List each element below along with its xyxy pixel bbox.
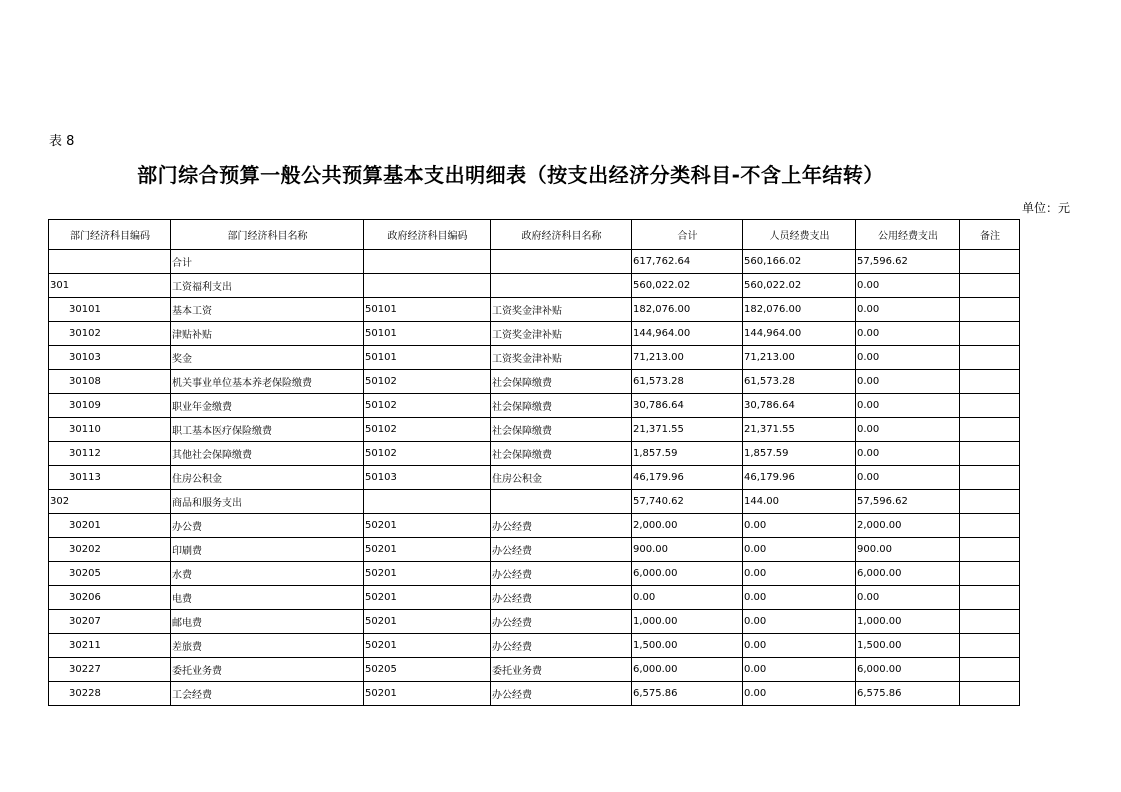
cell-gov-name: 工资奖金津补贴 bbox=[491, 346, 632, 370]
cell-personnel: 0.00 bbox=[743, 514, 856, 538]
cell-personnel: 144.00 bbox=[743, 490, 856, 514]
cell-gov-name bbox=[491, 490, 632, 514]
cell-gov-code bbox=[364, 490, 491, 514]
cell-dept-name: 基本工资 bbox=[171, 298, 364, 322]
cell-remarks bbox=[960, 418, 1020, 442]
table-row bbox=[49, 274, 1020, 298]
cell-dept-code: 30110 bbox=[49, 418, 171, 442]
cell-public: 0.00 bbox=[856, 322, 960, 346]
cell-gov-name: 办公经费 bbox=[491, 538, 632, 562]
cell-remarks bbox=[960, 562, 1020, 586]
cell-total: 21,371.55 bbox=[632, 418, 743, 442]
cell-gov-name: 工资奖金津补贴 bbox=[491, 298, 632, 322]
table-row bbox=[49, 538, 1020, 562]
cell-personnel: 71,213.00 bbox=[743, 346, 856, 370]
cell-public: 6,000.00 bbox=[856, 658, 960, 682]
cell-dept-name: 商品和服务支出 bbox=[171, 490, 364, 514]
cell-public: 6,575.86 bbox=[856, 682, 960, 706]
cell-personnel: 21,371.55 bbox=[743, 418, 856, 442]
table-row bbox=[49, 658, 1020, 682]
cell-total: 6,000.00 bbox=[632, 562, 743, 586]
cell-gov-code: 50201 bbox=[364, 634, 491, 658]
cell-personnel: 0.00 bbox=[743, 586, 856, 610]
cell-personnel: 30,786.64 bbox=[743, 394, 856, 418]
cell-total: 46,179.96 bbox=[632, 466, 743, 490]
cell-gov-name: 住房公积金 bbox=[491, 466, 632, 490]
cell-gov-code: 50101 bbox=[364, 346, 491, 370]
cell-public: 1,000.00 bbox=[856, 610, 960, 634]
cell-remarks bbox=[960, 250, 1020, 274]
cell-remarks bbox=[960, 322, 1020, 346]
cell-total: 144,964.00 bbox=[632, 322, 743, 346]
cell-dept-name: 其他社会保障缴费 bbox=[171, 442, 364, 466]
cell-personnel: 1,857.59 bbox=[743, 442, 856, 466]
cell-dept-code: 30228 bbox=[49, 682, 171, 706]
cell-dept-code: 30202 bbox=[49, 538, 171, 562]
cell-dept-code: 301 bbox=[49, 274, 171, 298]
header-dept-name: 部门经济科目名称 bbox=[171, 220, 364, 250]
table-row bbox=[49, 346, 1020, 370]
cell-personnel: 0.00 bbox=[743, 562, 856, 586]
budget-table bbox=[48, 219, 1020, 706]
cell-dept-name: 差旅费 bbox=[171, 634, 364, 658]
cell-dept-code: 30113 bbox=[49, 466, 171, 490]
cell-remarks bbox=[960, 394, 1020, 418]
cell-gov-code: 50201 bbox=[364, 610, 491, 634]
cell-gov-name: 社会保障缴费 bbox=[491, 370, 632, 394]
cell-personnel: 0.00 bbox=[743, 682, 856, 706]
cell-gov-name: 委托业务费 bbox=[491, 658, 632, 682]
cell-gov-code: 50201 bbox=[364, 514, 491, 538]
cell-public: 1,500.00 bbox=[856, 634, 960, 658]
cell-dept-name: 津贴补贴 bbox=[171, 322, 364, 346]
cell-dept-name: 工会经费 bbox=[171, 682, 364, 706]
cell-gov-code: 50102 bbox=[364, 442, 491, 466]
cell-total: 900.00 bbox=[632, 538, 743, 562]
table-body bbox=[49, 250, 1020, 706]
cell-gov-name bbox=[491, 274, 632, 298]
cell-gov-code: 50201 bbox=[364, 682, 491, 706]
cell-remarks bbox=[960, 586, 1020, 610]
cell-personnel: 560,022.02 bbox=[743, 274, 856, 298]
cell-personnel: 0.00 bbox=[743, 610, 856, 634]
cell-dept-name: 合计 bbox=[171, 250, 364, 274]
cell-remarks bbox=[960, 370, 1020, 394]
cell-gov-code: 50102 bbox=[364, 394, 491, 418]
cell-remarks bbox=[960, 298, 1020, 322]
cell-dept-name: 工资福利支出 bbox=[171, 274, 364, 298]
cell-dept-code: 30101 bbox=[49, 298, 171, 322]
table-row bbox=[49, 298, 1020, 322]
cell-total: 0.00 bbox=[632, 586, 743, 610]
cell-dept-name: 职业年金缴费 bbox=[171, 394, 364, 418]
cell-dept-name: 办公费 bbox=[171, 514, 364, 538]
cell-total: 6,575.86 bbox=[632, 682, 743, 706]
cell-dept-code: 302 bbox=[49, 490, 171, 514]
cell-public: 6,000.00 bbox=[856, 562, 960, 586]
cell-dept-name: 职工基本医疗保险缴费 bbox=[171, 418, 364, 442]
cell-public: 2,000.00 bbox=[856, 514, 960, 538]
cell-gov-code bbox=[364, 274, 491, 298]
cell-dept-code: 30227 bbox=[49, 658, 171, 682]
cell-public: 0.00 bbox=[856, 346, 960, 370]
cell-public: 57,596.62 bbox=[856, 490, 960, 514]
cell-remarks bbox=[960, 346, 1020, 370]
cell-dept-code: 30201 bbox=[49, 514, 171, 538]
cell-gov-code: 50201 bbox=[364, 586, 491, 610]
cell-total: 1,000.00 bbox=[632, 610, 743, 634]
cell-public: 0.00 bbox=[856, 394, 960, 418]
cell-personnel: 0.00 bbox=[743, 634, 856, 658]
cell-personnel: 61,573.28 bbox=[743, 370, 856, 394]
cell-dept-code: 30206 bbox=[49, 586, 171, 610]
cell-personnel: 182,076.00 bbox=[743, 298, 856, 322]
header-total: 合计 bbox=[632, 220, 743, 250]
cell-total: 57,740.62 bbox=[632, 490, 743, 514]
cell-public: 57,596.62 bbox=[856, 250, 960, 274]
cell-remarks bbox=[960, 514, 1020, 538]
cell-remarks bbox=[960, 634, 1020, 658]
cell-dept-name: 委托业务费 bbox=[171, 658, 364, 682]
cell-gov-name: 办公经费 bbox=[491, 586, 632, 610]
cell-remarks bbox=[960, 538, 1020, 562]
cell-gov-code: 50101 bbox=[364, 298, 491, 322]
cell-dept-name: 邮电费 bbox=[171, 610, 364, 634]
cell-remarks bbox=[960, 466, 1020, 490]
cell-public: 900.00 bbox=[856, 538, 960, 562]
table-row bbox=[49, 634, 1020, 658]
header-public: 公用经费支出 bbox=[856, 220, 960, 250]
cell-public: 0.00 bbox=[856, 298, 960, 322]
cell-remarks bbox=[960, 442, 1020, 466]
cell-total: 61,573.28 bbox=[632, 370, 743, 394]
table-row bbox=[49, 370, 1020, 394]
cell-dept-code: 30109 bbox=[49, 394, 171, 418]
cell-remarks bbox=[960, 490, 1020, 514]
table-row bbox=[49, 394, 1020, 418]
table-row bbox=[49, 442, 1020, 466]
table-row bbox=[49, 418, 1020, 442]
cell-personnel: 560,166.02 bbox=[743, 250, 856, 274]
cell-remarks bbox=[960, 682, 1020, 706]
cell-remarks bbox=[960, 658, 1020, 682]
cell-remarks bbox=[960, 610, 1020, 634]
cell-dept-code: 30205 bbox=[49, 562, 171, 586]
cell-gov-name: 办公经费 bbox=[491, 562, 632, 586]
cell-personnel: 46,179.96 bbox=[743, 466, 856, 490]
cell-total: 560,022.02 bbox=[632, 274, 743, 298]
cell-gov-name: 社会保障缴费 bbox=[491, 442, 632, 466]
cell-gov-name bbox=[491, 250, 632, 274]
cell-total: 182,076.00 bbox=[632, 298, 743, 322]
cell-total: 1,857.59 bbox=[632, 442, 743, 466]
cell-personnel: 0.00 bbox=[743, 538, 856, 562]
cell-public: 0.00 bbox=[856, 274, 960, 298]
cell-dept-name: 奖金 bbox=[171, 346, 364, 370]
table-row bbox=[49, 490, 1020, 514]
cell-dept-name: 水费 bbox=[171, 562, 364, 586]
cell-gov-code: 50201 bbox=[364, 538, 491, 562]
cell-dept-name: 住房公积金 bbox=[171, 466, 364, 490]
cell-dept-name: 电费 bbox=[171, 586, 364, 610]
cell-gov-name: 办公经费 bbox=[491, 634, 632, 658]
cell-gov-code: 50102 bbox=[364, 418, 491, 442]
cell-gov-name: 办公经费 bbox=[491, 610, 632, 634]
cell-total: 71,213.00 bbox=[632, 346, 743, 370]
cell-total: 617,762.64 bbox=[632, 250, 743, 274]
cell-dept-code: 30112 bbox=[49, 442, 171, 466]
table-row bbox=[49, 466, 1020, 490]
cell-personnel: 0.00 bbox=[743, 658, 856, 682]
cell-gov-name: 工资奖金津补贴 bbox=[491, 322, 632, 346]
cell-public: 0.00 bbox=[856, 442, 960, 466]
cell-personnel: 144,964.00 bbox=[743, 322, 856, 346]
cell-dept-code: 30103 bbox=[49, 346, 171, 370]
cell-gov-name: 社会保障缴费 bbox=[491, 394, 632, 418]
table-number-label: 表 8 bbox=[49, 134, 75, 149]
cell-public: 0.00 bbox=[856, 466, 960, 490]
header-dept-code: 部门经济科目编码 bbox=[49, 220, 171, 250]
cell-public: 0.00 bbox=[856, 418, 960, 442]
cell-total: 1,500.00 bbox=[632, 634, 743, 658]
cell-gov-code: 50205 bbox=[364, 658, 491, 682]
page-title: 部门综合预算一般公共预算基本支出明细表（按支出经济分类科目-不含上年结转） bbox=[137, 163, 884, 187]
cell-total: 2,000.00 bbox=[632, 514, 743, 538]
table-row bbox=[49, 514, 1020, 538]
cell-dept-code: 30211 bbox=[49, 634, 171, 658]
table-row bbox=[49, 682, 1020, 706]
cell-dept-name: 印刷费 bbox=[171, 538, 364, 562]
cell-dept-code bbox=[49, 250, 171, 274]
table-row bbox=[49, 250, 1020, 274]
cell-dept-code: 30102 bbox=[49, 322, 171, 346]
table-row bbox=[49, 322, 1020, 346]
cell-gov-code: 50201 bbox=[364, 562, 491, 586]
cell-public: 0.00 bbox=[856, 586, 960, 610]
cell-gov-code: 50103 bbox=[364, 466, 491, 490]
cell-gov-name: 社会保障缴费 bbox=[491, 418, 632, 442]
cell-dept-code: 30108 bbox=[49, 370, 171, 394]
cell-gov-code: 50101 bbox=[364, 322, 491, 346]
header-personnel: 人员经费支出 bbox=[743, 220, 856, 250]
cell-gov-code: 50102 bbox=[364, 370, 491, 394]
header-gov-code: 政府经济科目编码 bbox=[364, 220, 491, 250]
table-row bbox=[49, 586, 1020, 610]
cell-total: 6,000.00 bbox=[632, 658, 743, 682]
cell-dept-code: 30207 bbox=[49, 610, 171, 634]
cell-remarks bbox=[960, 274, 1020, 298]
unit-label: 单位：元 bbox=[1021, 201, 1070, 215]
header-gov-name: 政府经济科目名称 bbox=[491, 220, 632, 250]
cell-total: 30,786.64 bbox=[632, 394, 743, 418]
table-row bbox=[49, 610, 1020, 634]
cell-gov-name: 办公经费 bbox=[491, 514, 632, 538]
cell-gov-code bbox=[364, 250, 491, 274]
cell-dept-name: 机关事业单位基本养老保险缴费 bbox=[171, 370, 364, 394]
table-row bbox=[49, 562, 1020, 586]
cell-gov-name: 办公经费 bbox=[491, 682, 632, 706]
cell-public: 0.00 bbox=[856, 370, 960, 394]
header-remarks: 备注 bbox=[960, 220, 1020, 250]
table-header-row bbox=[49, 220, 1020, 250]
